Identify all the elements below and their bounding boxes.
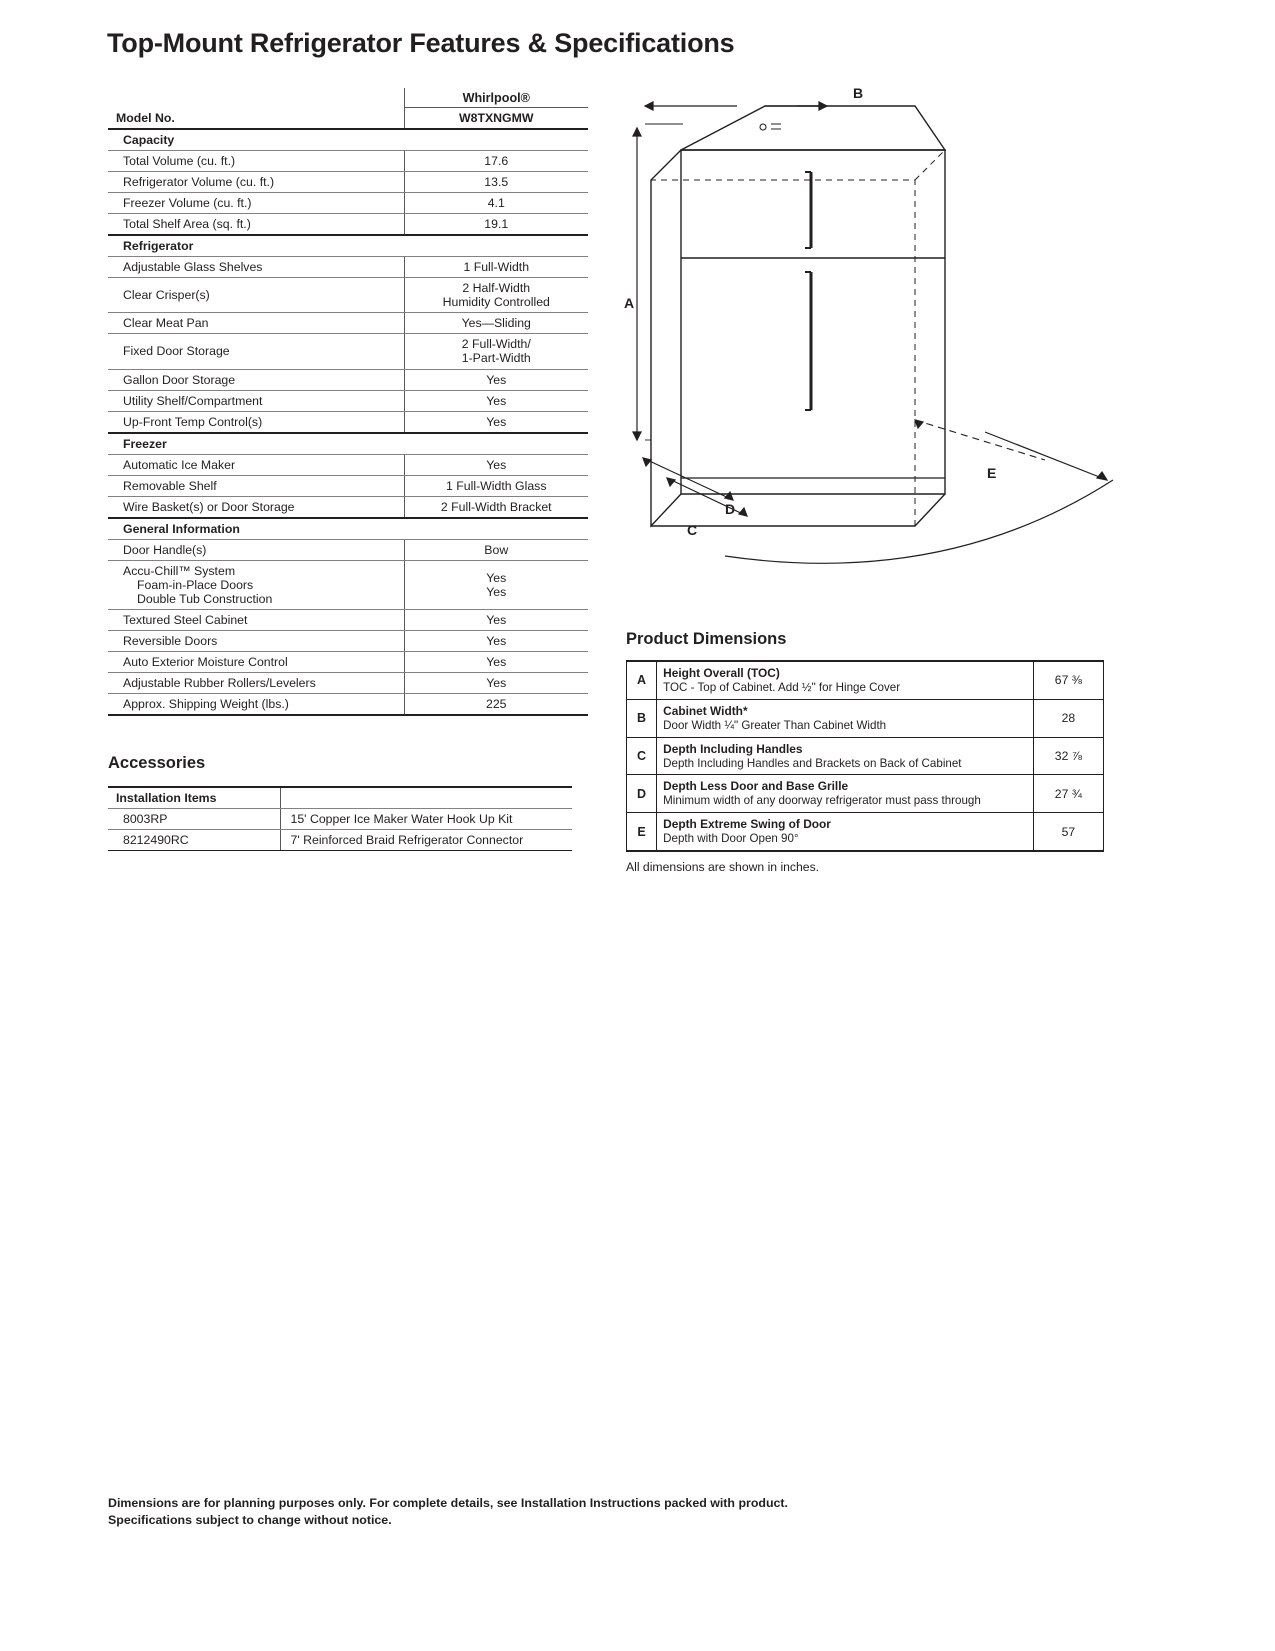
spec-sublabel: Foam-in-Place Doors (137, 577, 254, 592)
dimension-key: B (627, 699, 657, 737)
spec-value: Yes (404, 390, 588, 411)
refrigerator-diagram-svg (615, 80, 1135, 600)
product-dimensions-body (627, 661, 1104, 851)
spec-value: Yes (404, 369, 588, 390)
table-row (108, 651, 588, 672)
specifications-table (108, 88, 588, 716)
dimension-value: 28 (1033, 699, 1103, 737)
dimension-label-d: D (725, 501, 736, 517)
dimension-value: 27 ¾ (1033, 775, 1103, 813)
section-spacer (404, 433, 588, 455)
table-row (108, 693, 588, 715)
spec-label: Approx. Shipping Weight (lbs.) (108, 693, 404, 715)
table-row (108, 809, 572, 830)
spec-label: Up-Front Temp Control(s) (108, 411, 404, 433)
dimension-label-b: B (853, 85, 864, 101)
accessory-code: 8003RP (108, 809, 280, 830)
spec-label: Door Handle(s) (108, 539, 404, 560)
table-row (108, 496, 588, 518)
table-row-section-header (108, 433, 588, 455)
dimension-value: 67 ⅜ (1033, 661, 1103, 699)
accessory-description: 15' Copper Ice Maker Water Hook Up Kit (280, 809, 572, 830)
spec-label: Auto Exterior Moisture Control (108, 651, 404, 672)
section-title: General Information (108, 518, 404, 540)
section-title: Freezer (108, 433, 404, 455)
spec-label: Adjustable Glass Shelves (108, 257, 404, 278)
dimension-description (657, 661, 1034, 699)
dimension-detail: TOC - Top of Cabinet. Add ½" for Hinge Cover (663, 680, 901, 694)
spec-value: 4.1 (404, 193, 588, 214)
spec-value: Yes—Sliding (404, 313, 588, 334)
dimension-label-a: A (624, 295, 635, 311)
spec-label: Wire Basket(s) or Door Storage (108, 496, 404, 518)
footer-line-2: Specifications subject to change without notice. (108, 1512, 392, 1527)
table-row (627, 813, 1104, 851)
dimension-detail: Depth with Door Open 90° (663, 832, 799, 846)
table-row-section-header (108, 518, 588, 540)
table-row-section-header (108, 129, 588, 151)
section-spacer (404, 129, 588, 151)
spec-value: Yes (404, 411, 588, 433)
table-row (108, 630, 588, 651)
spec-table-body (108, 88, 588, 129)
product-dimensions-table (626, 660, 1104, 852)
section-title: Refrigerator (108, 235, 404, 257)
spec-label: Textured Steel Cabinet (108, 609, 404, 630)
dimension-detail: Door Width ¼" Greater Than Cabinet Width (663, 718, 887, 732)
spec-value: 1 Full-Width Glass (404, 475, 588, 496)
spec-value: 225 (404, 693, 588, 715)
dimension-description (657, 699, 1034, 737)
spec-value: Yes (404, 609, 588, 630)
spec-value: Yes (404, 672, 588, 693)
dimension-title: Depth Including Handles (663, 741, 803, 756)
table-row (627, 699, 1104, 737)
spec-label: Reversible Doors (108, 630, 404, 651)
page-title: Top-Mount Refrigerator Features & Specifications (107, 28, 735, 58)
spec-label: Fixed Door Storage (108, 334, 404, 369)
table-row (627, 661, 1104, 699)
dimension-detail: Minimum width of any doorway refrigerator must pass through (663, 794, 981, 808)
table-row (108, 475, 588, 496)
spec-value: Yes (404, 630, 588, 651)
dimension-description (657, 775, 1034, 813)
dimension-key: C (627, 737, 657, 775)
dimension-label-c: C (687, 522, 698, 538)
dimension-key: D (627, 775, 657, 813)
section-spacer (404, 235, 588, 257)
table-row-section-header (108, 235, 588, 257)
dimension-detail: Depth Including Handles and Brackets on Back of Cabinet (663, 756, 962, 770)
spec-label: Adjustable Rubber Rollers/Levelers (108, 672, 404, 693)
spec-label: Total Shelf Area (sq. ft.) (108, 214, 404, 236)
spec-sections (108, 129, 588, 715)
table-row (627, 775, 1104, 813)
footer-disclaimer (108, 1495, 988, 1528)
spec-value: 1 Full-Width (404, 257, 588, 278)
dimension-title: Cabinet Width* (663, 703, 748, 718)
spec-value: 17.6 (404, 151, 588, 172)
table-row (108, 539, 588, 560)
table-row (108, 151, 588, 172)
table-row-header (108, 787, 572, 809)
table-row (108, 278, 588, 313)
spec-label: Gallon Door Storage (108, 369, 404, 390)
accessories-table (108, 786, 572, 851)
table-row-model (108, 108, 588, 130)
installation-items-header: Installation Items (108, 787, 280, 809)
spec-label: Freezer Volume (cu. ft.) (108, 193, 404, 214)
table-row (108, 257, 588, 278)
dimension-value: 57 (1033, 813, 1103, 851)
dimension-title: Depth Extreme Swing of Door (663, 817, 831, 832)
dimension-label-e: E (987, 465, 997, 481)
spec-label: Removable Shelf (108, 475, 404, 496)
spec-value: 13.5 (404, 172, 588, 193)
dimension-value: 32 ⅞ (1033, 737, 1103, 775)
footer-line-1: Dimensions are for planning purposes only. For complete details, see Installation Instructions packed with product. (108, 1496, 788, 1510)
dimension-title: Height Overall (TOC) (663, 666, 780, 680)
accessory-code: 8212490RC (108, 830, 280, 851)
spec-value: 2 Full-Width Bracket (404, 496, 588, 518)
table-row (108, 560, 588, 609)
table-row (108, 390, 588, 411)
table-row (108, 193, 588, 214)
spec-value: 2 Half-Width Humidity Controlled (404, 278, 588, 313)
table-row (108, 830, 572, 851)
table-row (108, 411, 588, 433)
product-dimensions-heading: Product Dimensions (626, 630, 787, 648)
dimensions-note: All dimensions are shown in inches. (626, 860, 820, 874)
table-row (627, 737, 1104, 775)
dimension-description (657, 737, 1034, 775)
spec-sublabel: Double Tub Construction (137, 591, 273, 606)
spec-label: Clear Crisper(s) (108, 278, 404, 313)
spec-value: Bow (404, 539, 588, 560)
section-title: Capacity (108, 129, 404, 151)
spec-value: 19.1 (404, 214, 588, 236)
spec-label: Refrigerator Volume (cu. ft.) (108, 172, 404, 193)
table-row (108, 454, 588, 475)
dimension-description (657, 813, 1034, 851)
spec-value: Yes (404, 454, 588, 475)
accessories-table-body (108, 787, 572, 851)
spec-value: Yes (404, 651, 588, 672)
accessories-heading: Accessories (108, 754, 206, 772)
dimension-title: Depth Less Door and Base Grille (663, 779, 849, 794)
spec-value: Yes Yes (404, 560, 588, 609)
table-row (108, 172, 588, 193)
spec-label: Clear Meat Pan (108, 313, 404, 334)
spec-label: Accu-Chill™ System Foam-in-Place Doors Double Tub Construction (108, 560, 404, 609)
spec-label: Automatic Ice Maker (108, 454, 404, 475)
table-row (108, 609, 588, 630)
dimension-key: E (627, 813, 657, 851)
spec-label: Total Volume (cu. ft.) (108, 151, 404, 172)
table-row (108, 214, 588, 236)
model-value: W8TXNGMW (404, 108, 588, 130)
section-spacer (404, 518, 588, 540)
dimension-key: A (627, 661, 657, 699)
brand-name: Whirlpool® (404, 88, 588, 108)
spec-label: Utility Shelf/Compartment (108, 390, 404, 411)
table-row (108, 334, 588, 369)
spec-value: 2 Full-Width/ 1-Part-Width (404, 334, 588, 369)
table-row (108, 672, 588, 693)
accessories-header-spacer (280, 787, 572, 809)
accessory-description: 7' Reinforced Braid Refrigerator Connector (280, 830, 572, 851)
table-row (108, 313, 588, 334)
model-label: Model No. (108, 108, 404, 130)
table-row-brand (108, 88, 588, 108)
refrigerator-dimension-illustration (615, 80, 1135, 605)
brand-spacer (108, 88, 404, 108)
table-row (108, 369, 588, 390)
